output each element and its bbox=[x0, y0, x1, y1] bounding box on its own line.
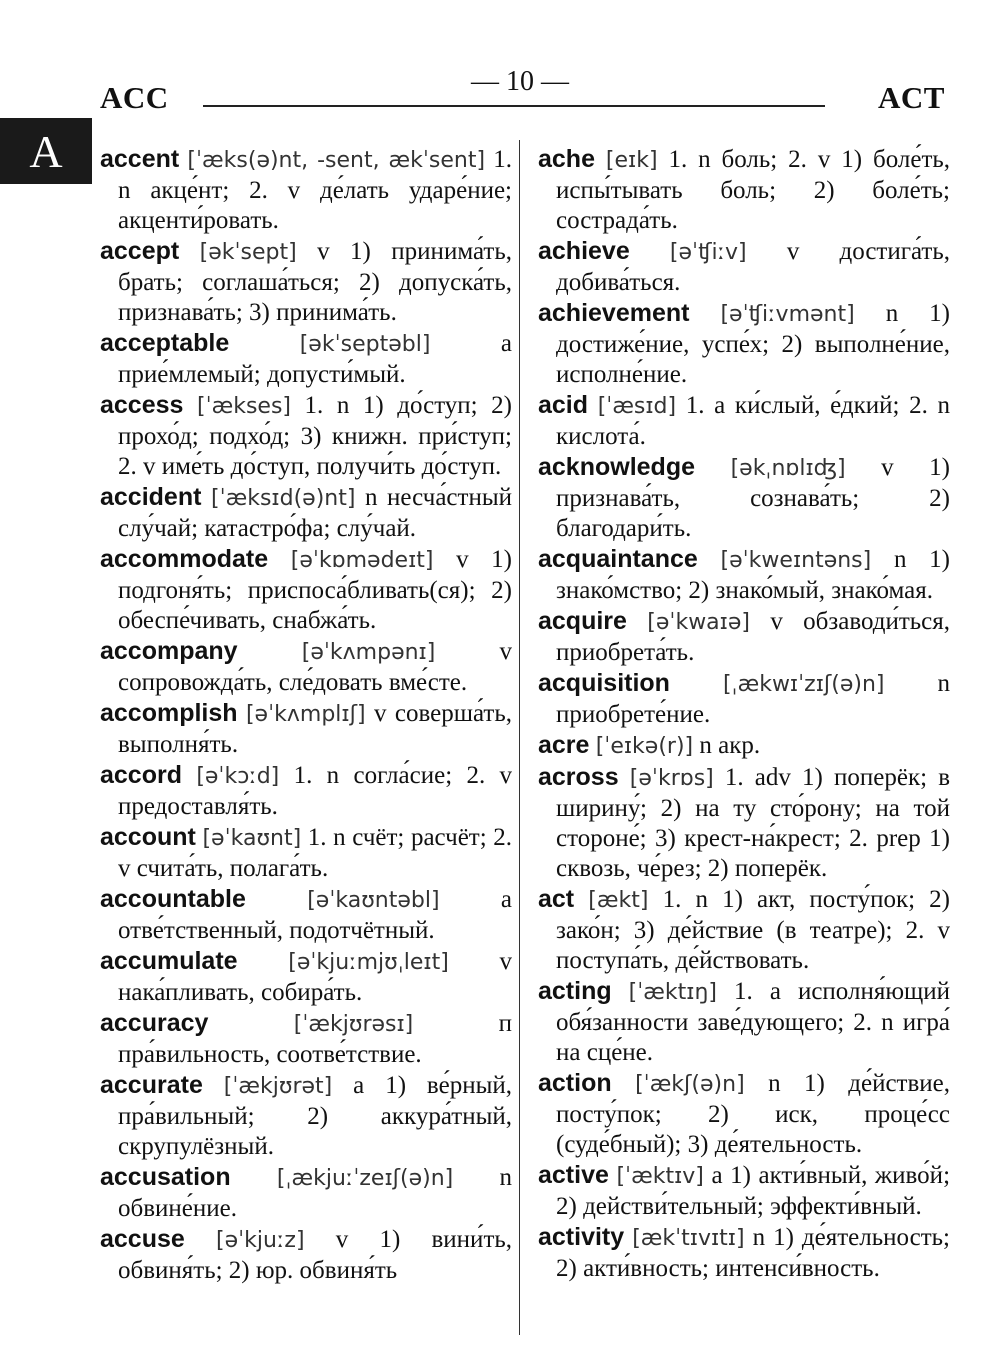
dictionary-entry bbox=[100, 236, 512, 328]
dictionary-entry bbox=[100, 390, 512, 482]
entry-headword: achievement bbox=[538, 299, 690, 327]
dictionary-entry bbox=[538, 730, 950, 762]
dictionary-entry bbox=[538, 976, 950, 1068]
dictionary-entry bbox=[100, 822, 512, 884]
entry-transcription: [əˈkrɒs] bbox=[629, 766, 714, 791]
entry-headword: acceptable bbox=[100, 329, 230, 357]
dictionary-entry bbox=[100, 144, 512, 236]
entry-definition: n 1) достиже́ние, успе́х; 2) выполне́ние, исполне́ние. bbox=[556, 300, 950, 388]
entry-headword: acting bbox=[538, 977, 612, 1005]
entry-transcription: [əkˌnɒlɪʤ] bbox=[730, 456, 846, 481]
entry-headword: acid bbox=[538, 391, 589, 419]
entry-transcription: [əˈʧiːvmənt] bbox=[720, 302, 855, 327]
entry-definition: 1. n счёт; расчёт; 2. v счита́ть, полага́ть. bbox=[118, 824, 513, 882]
entry-headword: accompany bbox=[100, 637, 238, 665]
entry-definition: n акр. bbox=[699, 732, 761, 759]
thumb-index-letter: A bbox=[29, 125, 63, 177]
entry-headword: across bbox=[538, 763, 619, 791]
entry-definition: v нака́пливать, собира́ть. bbox=[118, 948, 512, 1006]
dictionary-entry bbox=[538, 884, 950, 976]
dictionary-entry bbox=[538, 298, 950, 390]
entry-transcription: [ˌækwɪˈzɪʃ(ə)n] bbox=[722, 672, 885, 697]
entry-definition: 1. a исполня́ющий обя́занности заве́дующего; 2. n игра́ на сце́не. bbox=[556, 978, 951, 1066]
entry-definition: п пра́вильность, соотве́тствие. bbox=[118, 1010, 512, 1068]
entry-headword: acre bbox=[538, 731, 590, 759]
entry-transcription: [əkˈsept] bbox=[199, 240, 297, 265]
entry-headword: accuse bbox=[100, 1225, 185, 1253]
entry-headword: acquaintance bbox=[538, 545, 698, 573]
entry-headword: accusation bbox=[100, 1163, 231, 1191]
right-column bbox=[538, 144, 950, 1284]
entry-transcription: [əˈkaʊnt] bbox=[202, 826, 302, 851]
entry-transcription: [əˈkjuːz] bbox=[216, 1228, 305, 1253]
entry-definition: v обзаводи́ться, приобрета́ть. bbox=[556, 608, 951, 666]
entry-transcription: [ˈæksɪd(ə)nt] bbox=[211, 486, 356, 511]
entry-transcription: [ˈækjʊrət] bbox=[223, 1074, 333, 1099]
entry-headword: accommodate bbox=[100, 545, 269, 573]
entry-headword: access bbox=[100, 391, 184, 419]
entry-definition: n 1) знако́мство; 2) знако́мый, знако́мая. bbox=[556, 546, 951, 604]
dictionary-entry bbox=[538, 544, 950, 606]
entry-transcription: [ˈæsɪd] bbox=[597, 394, 677, 419]
entry-headword: action bbox=[538, 1069, 612, 1097]
guide-word-left: ACC bbox=[100, 80, 169, 115]
entry-definition: 1. n согла́сие; 2. v предоставля́ть. bbox=[118, 762, 513, 820]
entry-headword: accountable bbox=[100, 885, 246, 913]
entry-definition: a 1) акти́вный, живо́й; 2) действи́тельный; эффекти́вный. bbox=[556, 1162, 951, 1220]
entry-definition: 1. n акце́нт; 2. v де́лать ударе́ние; акценти́ровать. bbox=[118, 146, 512, 234]
entry-definition: n 1) де́ятельность; 2) акти́вность; интенси́вность. bbox=[556, 1224, 950, 1282]
entry-definition: v достига́ть, добива́ться. bbox=[556, 238, 951, 296]
entry-headword: activity bbox=[538, 1223, 625, 1251]
entry-headword: accept bbox=[100, 237, 180, 265]
dictionary-entry bbox=[100, 884, 512, 946]
entry-headword: act bbox=[538, 885, 575, 913]
entry-definition: n обвине́ние. bbox=[118, 1164, 513, 1222]
dictionary-entry bbox=[100, 544, 512, 636]
entry-headword: acquire bbox=[538, 607, 627, 635]
guide-word-right: ACT bbox=[878, 80, 945, 115]
entry-transcription: [ˈækʃ(ə)n] bbox=[635, 1072, 745, 1097]
entry-transcription: [ˈæktɪŋ] bbox=[628, 980, 717, 1005]
entry-definition: 1. a ки́слый, е́дкий; 2. n кислота́. bbox=[556, 392, 950, 450]
entry-transcription: [əˈkʌmpənɪ] bbox=[301, 640, 436, 665]
dictionary-entry bbox=[100, 1070, 512, 1162]
dictionary-entry bbox=[100, 482, 512, 544]
dictionary-entry bbox=[100, 946, 512, 1008]
dictionary-entry bbox=[100, 698, 512, 760]
entry-definition: n несча́стный слу́чай; катастро́фа; слу́чай. bbox=[118, 484, 512, 542]
entry-transcription: [əˈkaʊntəbl] bbox=[307, 888, 440, 913]
page-number: — 10 — bbox=[471, 66, 569, 97]
dictionary-entry bbox=[538, 1068, 950, 1160]
dictionary-entry bbox=[538, 144, 950, 236]
entry-definition: 1. adv 1) поперёк; в ширину́; 2) на ту сто́рону; на той стороне́; 3) крест-на́крест; 2. prep 1) сквозь, че́рез; 2) поперёк. bbox=[556, 764, 951, 882]
entry-definition: n приобрете́ние. bbox=[556, 670, 950, 728]
dictionary-entry bbox=[538, 236, 950, 298]
entry-transcription: [əkˈseptəbl] bbox=[299, 332, 431, 357]
entry-definition: a отве́тственный, подотчётный. bbox=[118, 886, 512, 944]
entry-definition: 1. n 1) акт, посту́пок; 2) зако́н; 3) де́йствие (в театре); 2. v поступа́ть, де́йствовать. bbox=[556, 886, 951, 974]
entry-transcription: [ækˈtɪvɪtɪ] bbox=[632, 1226, 745, 1251]
entry-definition: a 1) ве́рный, пра́вильный; 2) аккура́тный, скрупулёзный. bbox=[118, 1072, 512, 1160]
dictionary-entry bbox=[538, 452, 950, 544]
page-header bbox=[0, 0, 1000, 140]
entry-definition: 1. n боль; 2. v 1) боле́ть, испы́тывать боль; 2) боле́ть; сострада́ть. bbox=[556, 146, 951, 234]
entry-headword: ache bbox=[538, 145, 595, 173]
dictionary-entry bbox=[100, 1224, 512, 1286]
entry-headword: accumulate bbox=[100, 947, 238, 975]
entry-transcription: [əˈkʌmplɪʃ] bbox=[245, 702, 366, 727]
entry-definition: v соверша́ть, выполня́ть. bbox=[118, 700, 512, 758]
entry-transcription: [ˈækjʊrəsɪ] bbox=[293, 1012, 414, 1037]
entry-headword: accuracy bbox=[100, 1009, 209, 1037]
dictionary-entry bbox=[538, 606, 950, 668]
entry-definition: v сопровожда́ть, сле́довать вме́сте. bbox=[118, 638, 512, 696]
entry-transcription: [ˈækses] bbox=[196, 394, 291, 419]
left-column bbox=[100, 144, 512, 1286]
entry-headword: acknowledge bbox=[538, 453, 695, 481]
entry-transcription: [ˈeɪkə(r)] bbox=[595, 734, 694, 759]
entry-transcription: [əˈkweɪntəns] bbox=[720, 548, 872, 573]
entry-definition: v 1) вини́ть, обвиня́ть; 2) юр. обвиня́ть bbox=[118, 1226, 513, 1284]
dictionary-entry bbox=[538, 1222, 950, 1284]
entry-definition: v 1) подгоня́ть; приспоса́бливать(ся); 2) обеспе́чивать, снабжа́ть. bbox=[118, 546, 513, 634]
entry-headword: achieve bbox=[538, 237, 630, 265]
dictionary-entry bbox=[538, 762, 950, 884]
entry-transcription: [ækt] bbox=[588, 888, 649, 913]
entry-definition: v 1) признава́ть, сознава́ть; 2) благодари́ть. bbox=[556, 454, 951, 542]
column-divider bbox=[519, 140, 520, 1335]
entry-definition: 1. n 1) до́ступ; 2) прохо́д; подхо́д; 3) книжн. при́ступ; 2. v име́ть до́ступ, получи́ть до́ступ. bbox=[118, 392, 512, 480]
entry-transcription: [əˈkwaɪə] bbox=[647, 610, 750, 635]
entry-transcription: [əˈkɒmədeɪt] bbox=[290, 548, 434, 573]
entry-headword: acquisition bbox=[538, 669, 670, 697]
entry-transcription: [əˈkɔːd] bbox=[196, 764, 280, 789]
dictionary-entry bbox=[100, 760, 512, 822]
entry-transcription: [əˈʧiːv] bbox=[669, 240, 747, 265]
dictionary-entry bbox=[100, 1162, 512, 1224]
dictionary-entry bbox=[538, 668, 950, 730]
dictionary-entry bbox=[100, 1008, 512, 1070]
dictionary-entry bbox=[538, 1160, 950, 1222]
header-rule bbox=[203, 105, 825, 107]
entry-transcription: [ˈæks(ə)nt, -sent, ækˈsent] bbox=[187, 148, 486, 173]
entry-headword: accident bbox=[100, 483, 202, 511]
entry-headword: account bbox=[100, 823, 196, 851]
entry-transcription: [ˈæktɪv] bbox=[616, 1164, 704, 1189]
entry-headword: active bbox=[538, 1161, 609, 1189]
entry-headword: accord bbox=[100, 761, 182, 789]
entry-headword: accomplish bbox=[100, 699, 238, 727]
entry-definition: v 1) принима́ть, брать; соглаша́ться; 2) допуска́ть, признава́ть; 3) принима́ть. bbox=[118, 238, 512, 326]
entry-transcription: [əˈkjuːmjʊˌleɪt] bbox=[288, 950, 449, 975]
dictionary-entry bbox=[538, 390, 950, 452]
entry-headword: accurate bbox=[100, 1071, 203, 1099]
entry-transcription: [ˌækjuːˈzeɪʃ(ə)n] bbox=[276, 1166, 454, 1191]
entry-definition: a прие́млемый; допусти́мый. bbox=[118, 330, 512, 388]
entry-headword: accent bbox=[100, 145, 180, 173]
dictionary-entry bbox=[100, 328, 512, 390]
thumb-index-tab bbox=[0, 118, 92, 184]
entry-transcription: [eɪk] bbox=[605, 148, 658, 173]
entry-definition: n 1) де́йствие, посту́пок; 2) иск, проце́сс (суде́бный); 3) де́ятельность. bbox=[556, 1070, 951, 1158]
dictionary-entry bbox=[100, 636, 512, 698]
